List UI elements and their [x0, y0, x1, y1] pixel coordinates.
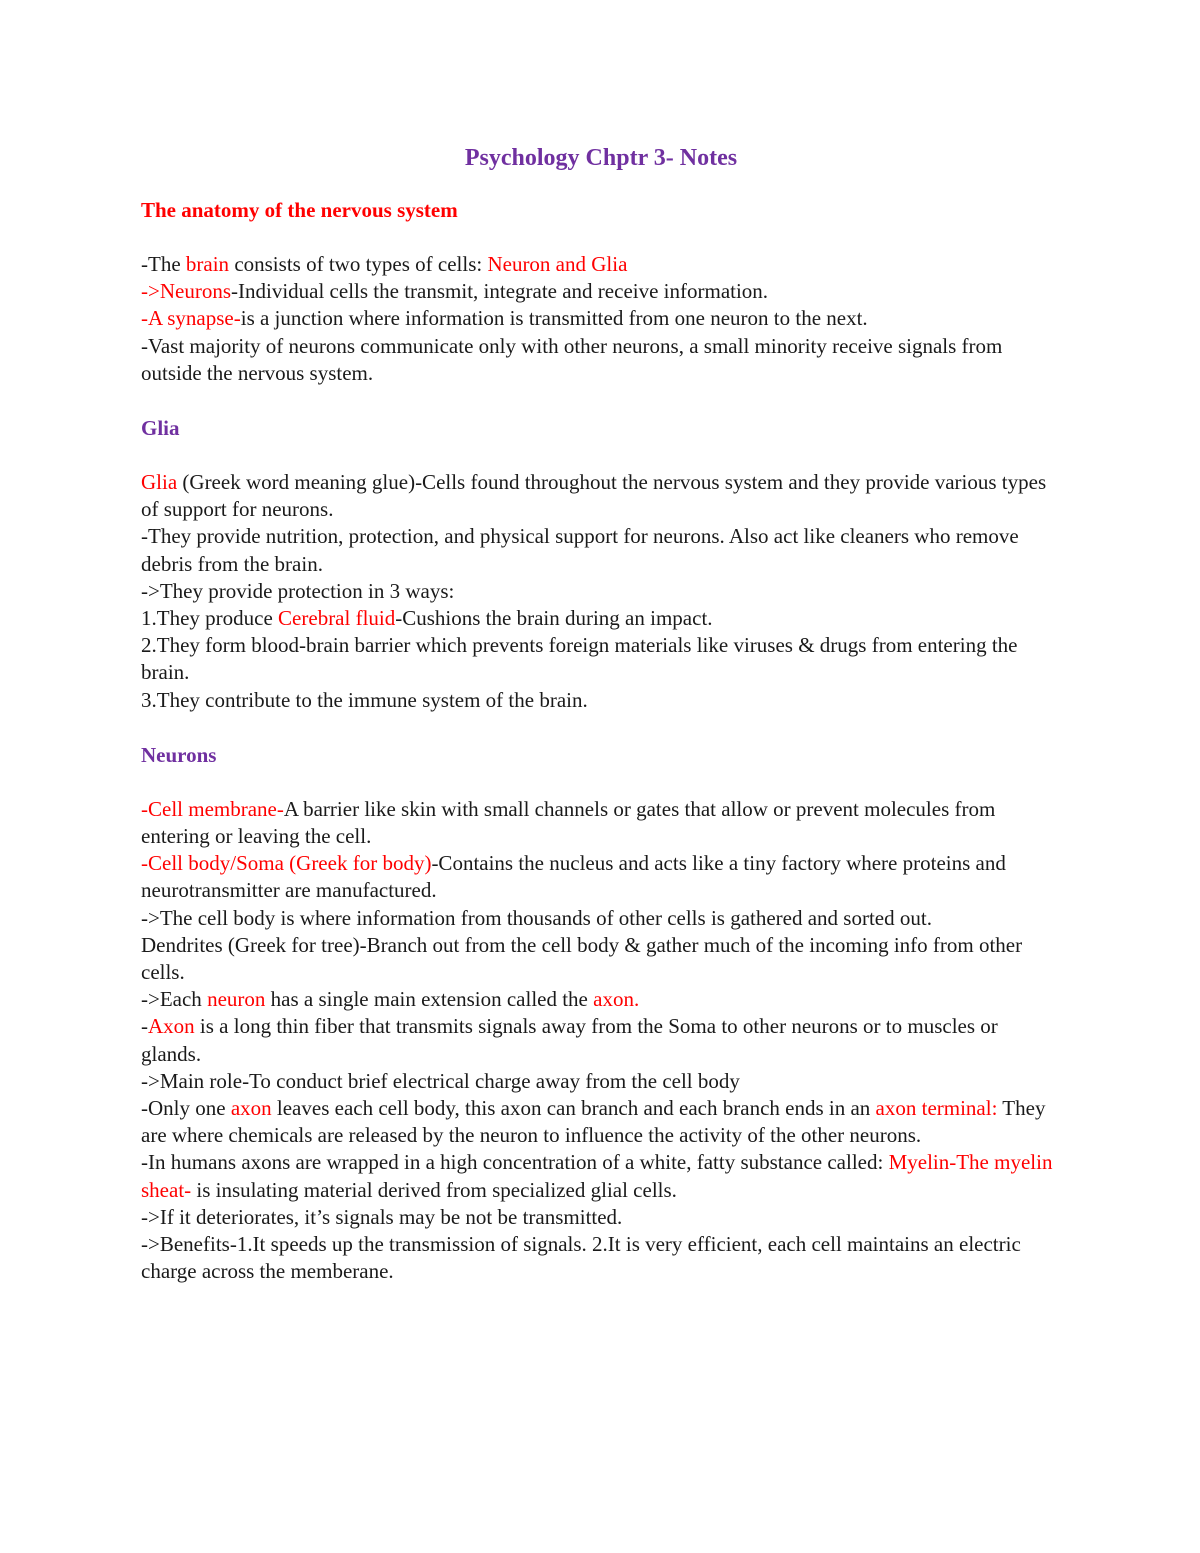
text-line: -Only one axon leaves each cell body, this axon can branch and each branch ends in an axon terminal: They are where chemicals are released by the neuron to influence the activity of the other neurons.	[141, 1096, 1046, 1148]
text-line: -In humans axons are wrapped in a high concentration of a white, fatty substance called: Myelin-The myelin sheat- is insulating material derived from specialized glial cells.	[141, 1150, 1053, 1202]
text-line: ->Main role-To conduct brief electrical charge away from the cell body	[141, 1068, 740, 1093]
section-body-neurons	[141, 796, 1061, 1286]
text-line: -Cell body/Soma (Greek for body)-Contains the nucleus and acts like a tiny factory where proteins and neurotransmitter are manufactured.	[141, 851, 1006, 903]
text-line: 3.They contribute to the immune system of the brain.	[141, 687, 588, 712]
text-line: -Vast majority of neurons communicate only with other neurons, a small minority receive signals from outside the nervous system.	[141, 333, 1003, 385]
text-line: Dendrites (Greek for tree)-Branch out from the cell body & gather much of the incoming info from other cells.	[141, 932, 1023, 985]
text-line: ->Benefits-1.It speeds up the transmission of signals. 2.It is very efficient, each cell maintains an electric charge across the memberane.	[141, 1232, 1021, 1284]
text-line: ->Each neuron has a single main extension called the axon.	[141, 987, 640, 1012]
text-line: -A synapse-is a junction where information is transmitted from one neuron to the next.	[141, 306, 868, 331]
section-body-glia	[141, 469, 1061, 714]
document-title: Psychology Chptr 3- Notes	[464, 145, 738, 171]
text-line: -Cell membrane-A barrier like skin with small channels or gates that allow or prevent molecules from entering or leaving the cell.	[141, 796, 996, 849]
text-line: -They provide nutrition, protection, and physical support for neurons. Also act like cleaners who remove debris from the brain.	[141, 524, 1019, 576]
section-heading-neurons: Neurons	[141, 742, 217, 767]
text-line: ->If it deteriorates, it’s signals may be not be transmitted.	[141, 1204, 623, 1229]
text-line: ->They provide protection in 3 ways:	[141, 578, 455, 603]
text-line: -Axon is a long thin fiber that transmits signals away from the Soma to other neurons or to muscles or glands.	[141, 1014, 998, 1066]
section-heading-anatomy: The anatomy of the nervous system	[141, 198, 458, 222]
text-line: -The brain consists of two types of cells: Neuron and Glia	[141, 252, 628, 276]
document-page	[141, 140, 1061, 1313]
text-line: Glia (Greek word meaning glue)-Cells found throughout the nervous system and they provide various types of support for neurons.	[141, 470, 1047, 522]
text-line: 2.They form blood-brain barrier which prevents foreign materials like viruses & drugs from entering the brain.	[141, 633, 1018, 685]
text-line: ->Neurons-Individual cells the transmit, integrate and receive information.	[141, 279, 769, 304]
section-heading-glia: Glia	[141, 416, 180, 441]
text-line: ->The cell body is where information from thousands of other cells is gathered and sorted out.	[141, 905, 932, 930]
section-body-anatomy	[141, 251, 1061, 387]
text-line: 1.They produce Cerebral fluid-Cushions the brain during an impact.	[141, 606, 713, 631]
